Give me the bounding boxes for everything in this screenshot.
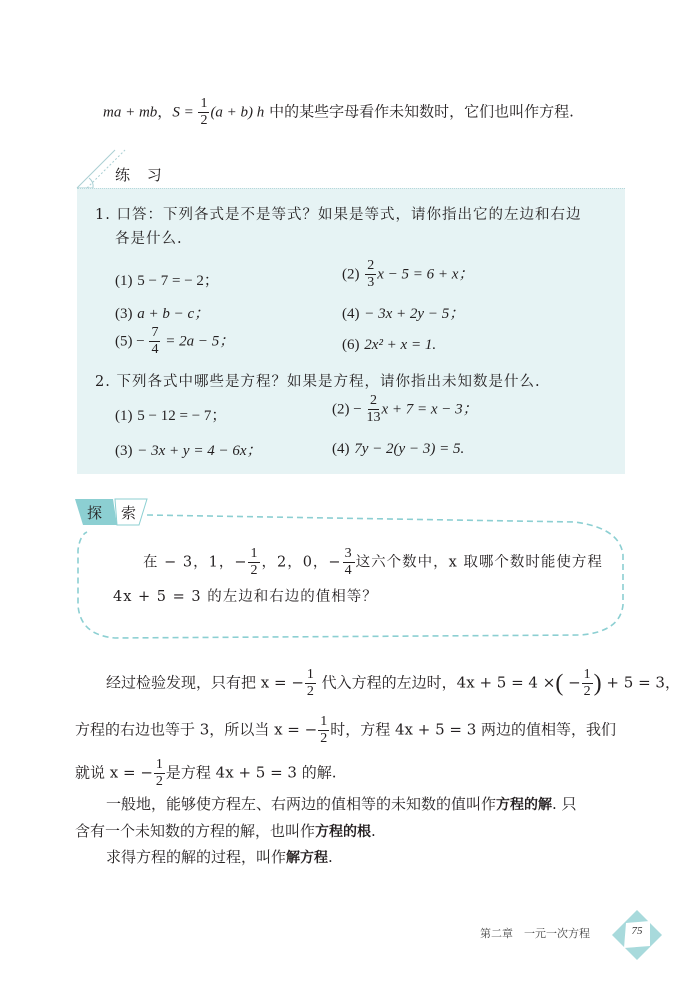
practice-title: 练 习	[115, 166, 168, 184]
term-root: 方程的根	[315, 824, 372, 840]
body-p3: 就说 x = − $\frac{1}{2}$ 是方程 4x + 5 = 3 的解.	[75, 757, 337, 789]
q1-item-5: (5) − $\frac{7}{4}$ = 2a − 5；	[115, 325, 235, 357]
formula-ma-mb: ma + mb	[103, 104, 158, 121]
q1-item-6: (6) 2x² + x = 1.	[342, 337, 437, 353]
svg-text:索: 索	[121, 504, 137, 522]
practice-header	[75, 148, 625, 188]
explore-line1: 在 − 3，1，− $\frac{1}{2}$ ，2，0，− $\frac{3}{4}$ 这六个数中，x 取哪个数时能使方程	[143, 546, 603, 578]
fraction-half: $\frac{1}{2}$	[200, 96, 208, 128]
intro-line: ma + mb，S = $\frac{1}{2}$ (a + b) h 中的某些字母看作未知数时，它们也叫作方程.	[103, 96, 574, 128]
q2-item-3: (3) − 3x + y = 4 − 6x；	[115, 443, 262, 459]
q1-item-2: (2) $\frac{2}{3}$ x − 5 = 6 + x；	[342, 258, 474, 290]
q1-item-4: (4) − 3x + 2y − 5；	[342, 306, 465, 322]
explore-line2: 4x + 5 = 3 的左边和右边的值相等？	[113, 589, 378, 605]
body-p2: 方程的右边也等于 3，所以当 x = − $\frac{1}{2}$ 时，方程 4x + 5 = 3 两边的值相等，我们	[75, 714, 617, 746]
practice-box	[77, 188, 625, 474]
page-number: 75	[631, 925, 643, 937]
svg-text:探: 探	[87, 504, 103, 522]
term-solve-equation: 解方程	[286, 850, 329, 866]
body-p5: 含有一个未知数的方程的解，也叫作方程的根.	[75, 822, 376, 840]
term-solution: 方程的解	[496, 797, 553, 813]
body-p6: 求得方程的解的过程，叫作解方程.	[106, 848, 333, 866]
q2-item-4: (4) 7y − 2(y − 3) = 5.	[332, 441, 465, 457]
q1-line2: 各是什么.	[115, 231, 183, 247]
q1-item-3: (3) a + b − c；	[115, 306, 210, 322]
q1-line1: 1. 口答：下列各式是不是等式？如果是等式，请你指出它的左边和右边	[95, 207, 582, 223]
body-p1: 经过检验发现，只有把 x = − $\frac{1}{2}$ 代入方程的左边时，4x + 5 = 4 ×( − $\frac{1}{2}$ ) + 5 = 3，	[106, 667, 680, 699]
q2-item-1: (1) 5 − 12 = − 7；	[115, 408, 227, 424]
q2-line1: 2. 下列各式中哪些是方程？如果是方程，请你指出未知数是什么.	[95, 374, 541, 390]
chapter-footer: 第二章 一元一次方程	[480, 927, 590, 940]
body-p4: 一般地，能够使方程左、右两边的值相等的未知数的值叫作方程的解. 只	[106, 795, 577, 813]
q1-item-1: (1) 5 − 7 = − 2；	[115, 273, 219, 289]
explore-tag	[75, 497, 155, 527]
q2-item-2: (2) − $\frac{2}{13}$ x + 7 = x − 3；	[332, 393, 478, 425]
